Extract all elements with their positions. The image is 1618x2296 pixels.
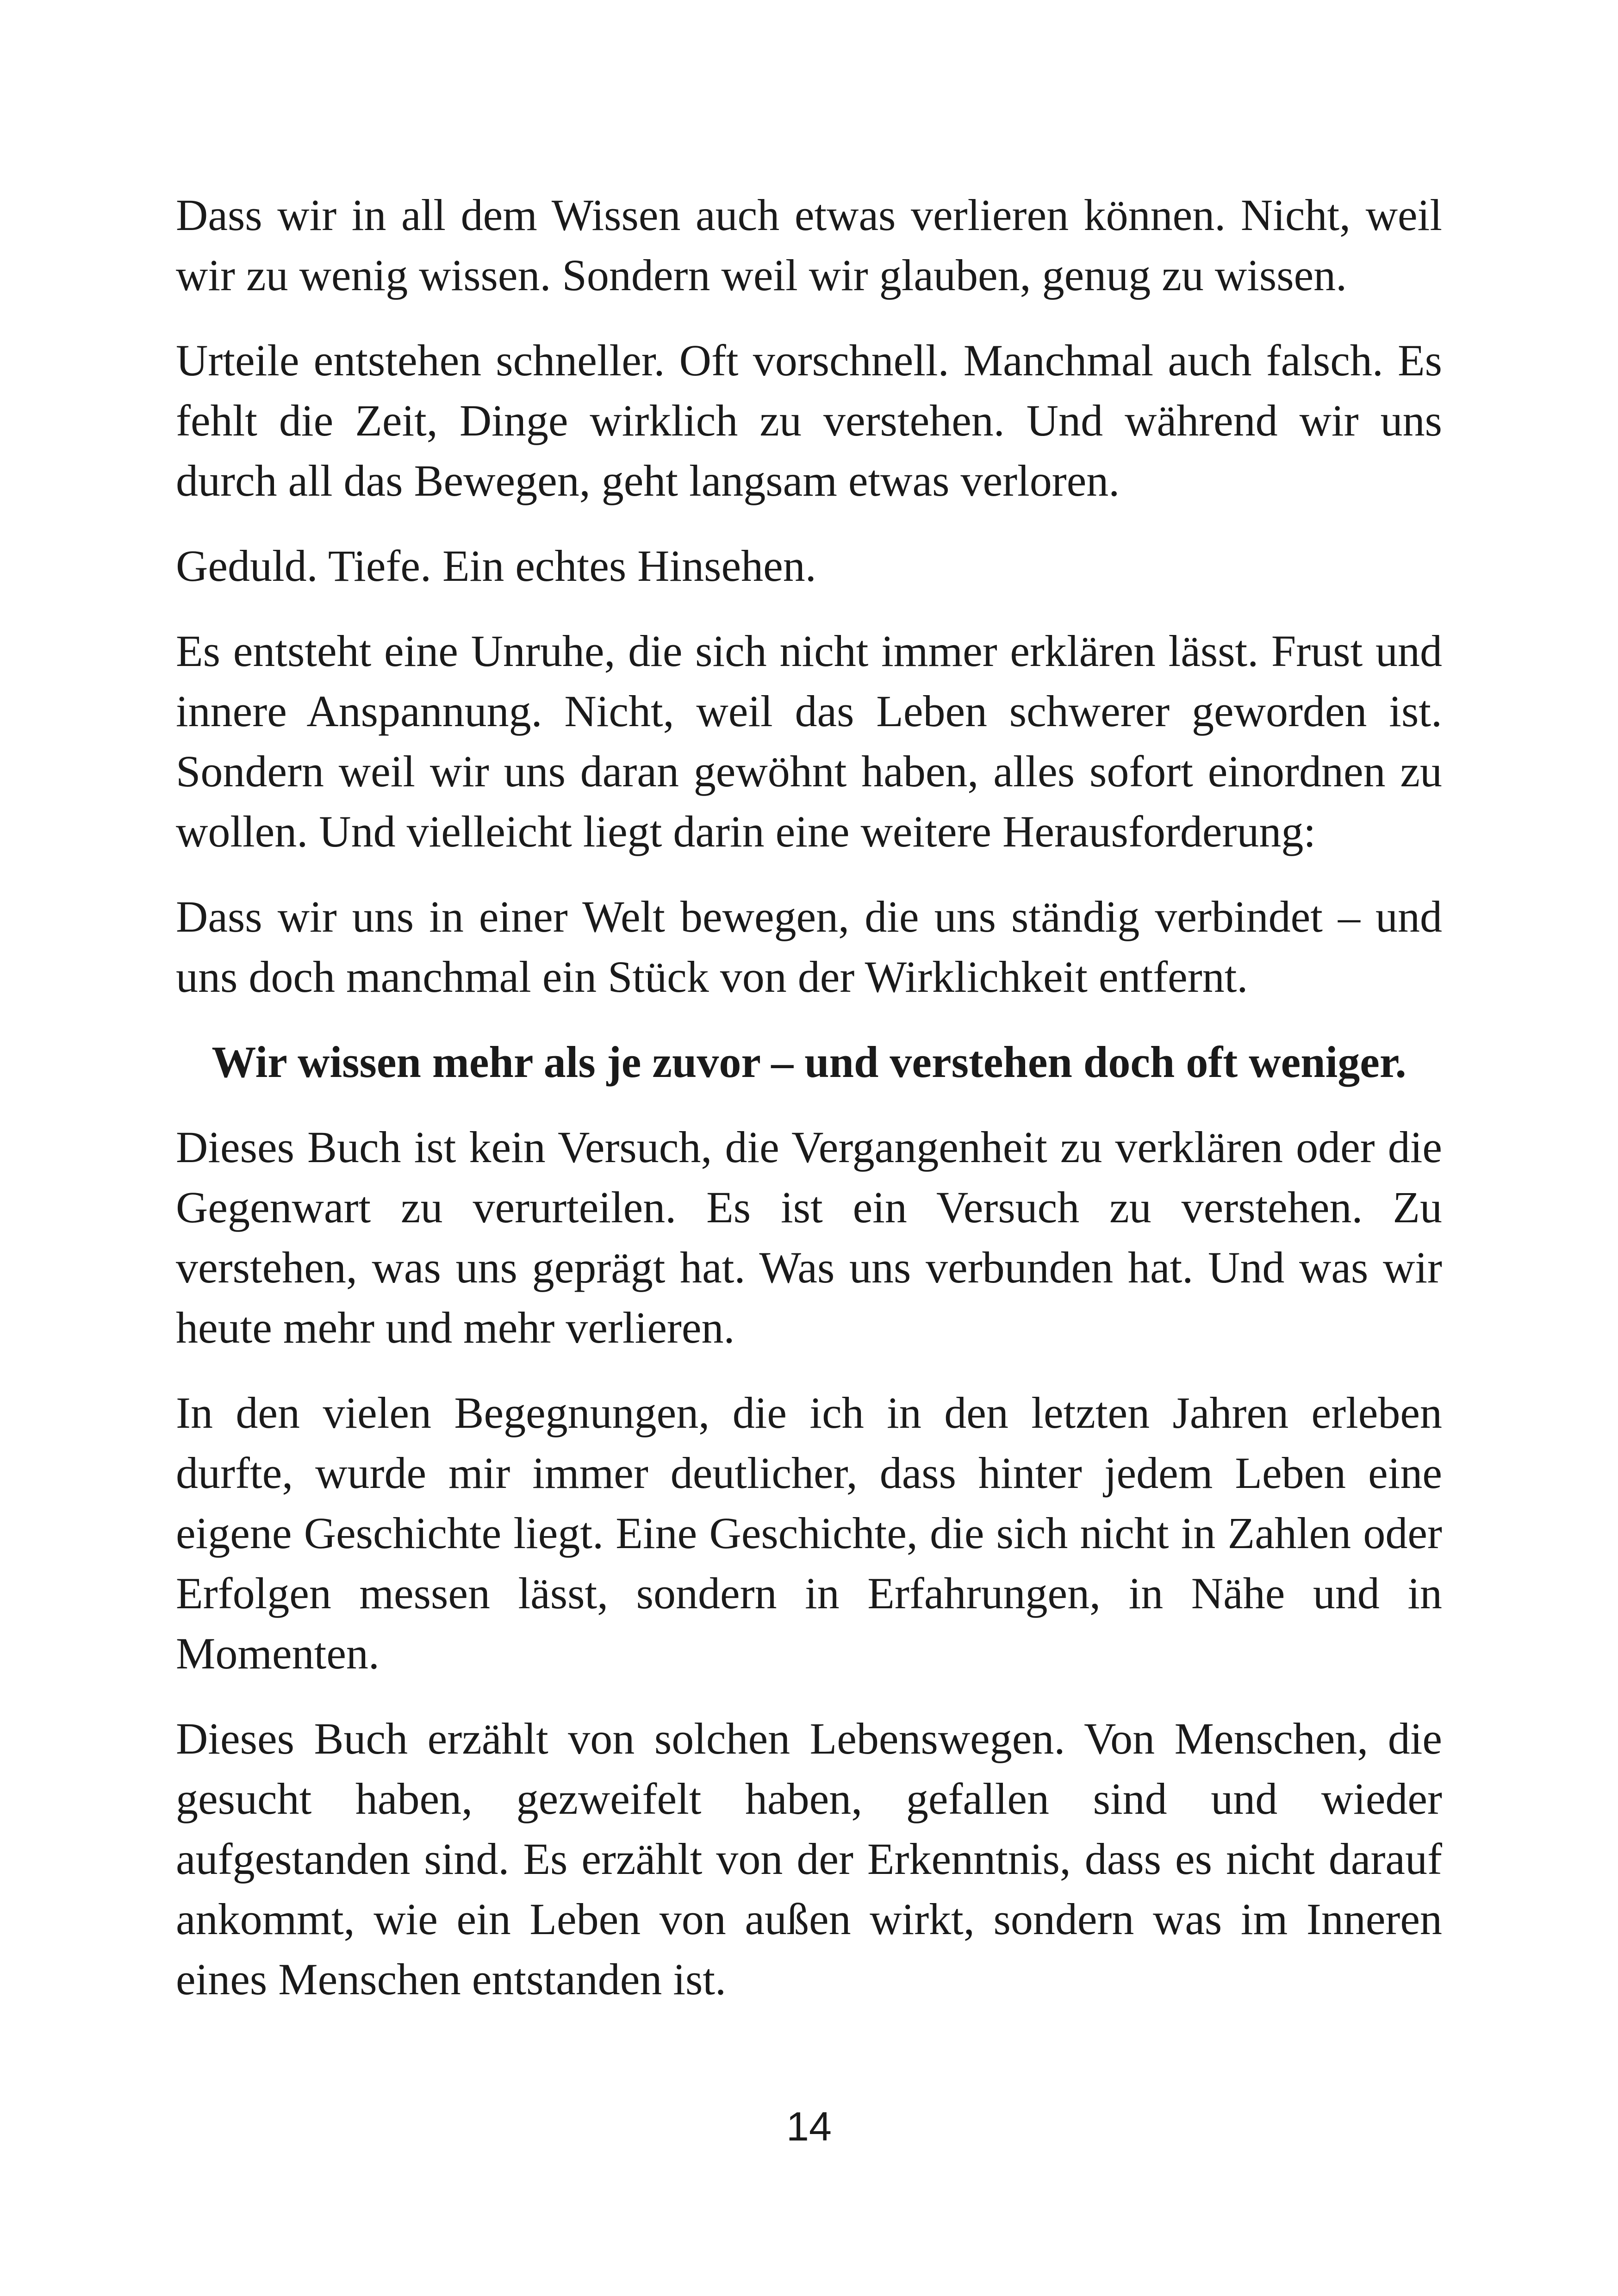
paragraph: Dass wir uns in einer Welt bewegen, die uns ständig verbindet – und uns doch manchmal ein Stück von der Wirklichkeit entfernt. — [176, 892, 1442, 1002]
body-text — [176, 185, 1442, 2035]
paragraph: Geduld. Tiefe. Ein echtes Hinsehen. — [176, 541, 816, 591]
bold-statement: Wir wissen mehr als je zuvor – und verstehen doch oft weniger. — [212, 1037, 1406, 1087]
paragraph: Urteile entstehen schneller. Oft vorschnell. Manchmal auch falsch. Es fehlt die Zeit, Dinge wirklich zu verstehen. Und während wir uns durch all das Bewegen, geht langsam etwas verloren. — [176, 336, 1442, 505]
paragraph: In den vielen Begegnungen, die ich in den letzten Jahren erleben durfte, wurde mir immer deutlicher, dass hinter jedem Leben eine eigene Geschichte liegt. Eine Geschichte, die sich nicht in Zahlen oder Erfolgen messen lässt, sondern in Erfahrungen, in Nähe und in Momenten. — [176, 1388, 1442, 1678]
paragraph: Dieses Buch ist kein Versuch, die Vergangenheit zu verklären oder die Gegenwart zu verurteilen. Es ist ein Versuch zu verstehen. Zu verstehen, was uns geprägt hat. Was uns verbunden hat. Und was wir heute mehr und mehr verlieren. — [176, 1122, 1442, 1352]
paragraph: Dass wir in all dem Wissen auch etwas verlieren können. Nicht, weil wir zu wenig wissen. Sondern weil wir glauben, genug zu wissen. — [176, 190, 1442, 300]
paragraph: Dieses Buch erzählt von solchen Lebenswegen. Von Menschen, die gesucht haben, gezweifelt haben, gefallen sind und wieder aufgestanden sind. Es erzählt von der Erkenntnis, dass es nicht darauf ankommt, wie ein Leben von außen wirkt, sondern was im Inneren eines Menschen entstanden ist. — [176, 1714, 1442, 2004]
page-number: 14 — [786, 2103, 832, 2149]
paragraph: Es entsteht eine Unruhe, die sich nicht immer erklären lässt. Frust und innere Anspannung. Nicht, weil das Leben schwerer geworden ist. Sondern weil wir uns daran gewöhnt haben, alles sofort einordnen zu wollen. Und vielleicht liegt darin eine weitere Herausforderung: — [176, 626, 1442, 856]
